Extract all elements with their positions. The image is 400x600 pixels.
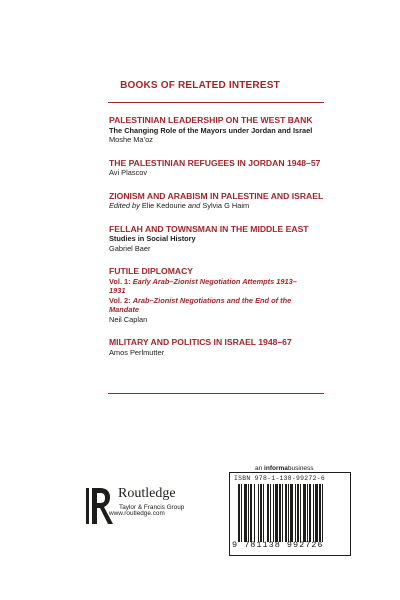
book-editors [109, 201, 334, 211]
page-title: BOOKS OF RELATED INTEREST [120, 80, 280, 91]
barcode-bar [258, 484, 259, 542]
barcode-bar [303, 484, 306, 542]
barcode-bar [267, 484, 269, 542]
book-list [109, 115, 334, 370]
barcode-bar [285, 484, 287, 542]
book-title: ZIONISM AND ARABISM IN PALESTINE AND ISRAEL [109, 190, 324, 201]
routledge-logo-icon [86, 484, 114, 528]
book-item [109, 337, 334, 357]
barcode-bar [319, 484, 321, 542]
volume-title: Early Arab–Zionist Negotiation Attempts 1913–1931 [109, 276, 297, 295]
barcode-bar [297, 484, 299, 542]
publisher-group: Taylor & Francis Group [119, 504, 185, 511]
book-author: Neil Caplan [109, 314, 148, 324]
and-label: and [187, 201, 201, 210]
barcode-bar [270, 484, 271, 542]
book-item [109, 266, 334, 324]
barcode-bar [260, 484, 262, 542]
barcode-bar [307, 484, 308, 542]
book-item [109, 115, 334, 145]
book-editor: Elie Kedourie [141, 201, 186, 210]
barcode-bar [282, 484, 283, 542]
volume-label: Vol. 2: [109, 295, 131, 305]
book-editor: Sylvia G Haim [202, 201, 250, 210]
book-title: THE PALESTINIAN REFUGEES IN JORDAN 1948–57 [109, 157, 321, 168]
barcode-bar [241, 484, 242, 542]
book-author: Avi Plascov [109, 168, 148, 177]
book-subtitle: The Changing Role of the Mayors under Jordan and Israel [109, 125, 313, 135]
barcode-bar [254, 484, 255, 542]
bottom-divider [108, 393, 324, 394]
barcode-bar [322, 484, 323, 542]
book-title: FUTILE DIPLOMACY [109, 266, 194, 276]
book-subtitle: Studies in Social History [109, 234, 196, 243]
volume-line [109, 296, 314, 315]
barcode-bar [309, 484, 311, 542]
book-title: FELLAH AND TOWNSMAN IN THE MIDDLE EAST [109, 223, 309, 234]
informa-brand: informa [264, 465, 288, 472]
barcode-bar [295, 484, 296, 542]
barcode-bar [250, 484, 252, 542]
barcode-bar [273, 484, 274, 542]
barcode-bar [275, 484, 278, 542]
informa-tagline: an informabusiness [255, 465, 314, 472]
barcode-bar [313, 484, 314, 542]
barcode-bar [288, 484, 289, 542]
barcode-bar [279, 484, 281, 542]
book-title: PALESTINIAN LEADERSHIP ON THE WEST BANK [109, 115, 313, 125]
barcode-bar [248, 484, 249, 542]
barcode-bar [238, 484, 240, 542]
publisher-name: Routledge [118, 486, 176, 501]
book-title: MILITARY AND POLITICS IN ISRAEL 1948–67 [109, 337, 292, 347]
barcode-bars [238, 484, 346, 542]
barcode-bar [244, 484, 247, 542]
barcode-number: 9 781138 992726 [232, 540, 324, 550]
barcode-bar [315, 484, 318, 542]
barcode-bar [263, 484, 264, 542]
volume-line [109, 277, 309, 296]
barcode-bar [290, 484, 293, 542]
isbn-text: ISBN 978-1-138-99272-6 [234, 475, 325, 482]
book-item [109, 191, 334, 211]
volume-label: Vol. 1: [109, 276, 131, 286]
top-divider [108, 102, 324, 103]
barcode-bar [300, 484, 301, 542]
book-item [109, 224, 334, 254]
book-author: Amos Perlmutter [109, 347, 165, 357]
book-item [109, 158, 334, 178]
volume-title: Arab–Zionist Negotiations and the End of the Mandate [109, 295, 292, 314]
edited-by-label: Edited by [109, 201, 140, 210]
publisher-url: www.routledge.com [109, 510, 165, 517]
book-author: Gabriel Baer [109, 243, 151, 253]
book-author: Moshe Ma’oz [109, 135, 153, 144]
barcode [229, 472, 351, 556]
